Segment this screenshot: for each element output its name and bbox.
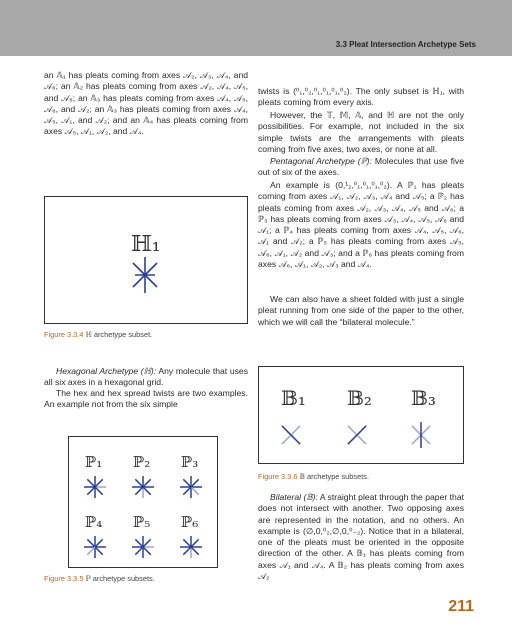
p-archetype-diagram <box>69 437 217 567</box>
p-subset-axes-icon-5 <box>132 536 154 558</box>
b-archetype-diagram <box>259 367 463 463</box>
section-title: 3.3 Pleat Intersection Archetype Sets <box>335 40 476 49</box>
hexagonal-term: Hexagonal Archetype (ℍ): <box>56 366 157 376</box>
bilateral-term: Bilateral (𝔹): <box>270 492 318 502</box>
paragraph-p-subsets: An example is (0,¹₂,⁰₁,⁰₁,⁰₁,⁰₂). A ℙ₁ has pleats coming from axes 𝒜₁, 𝒜₂, 𝒜₃, 𝒜₄ and 𝒜₅; a ℙ₂ has pleats coming from axes 𝒜₂, 𝒜₃, 𝒜₄, 𝒜₅ and 𝒜₆; a ℙ₃ has pleats coming from axes 𝒜₃, 𝒜₄, 𝒜₅, 𝒜₆ and 𝒜₁; a ℙ₄ has pleats coming from axes 𝒜₄, 𝒜₅, 𝒜₆, 𝒜₁ and 𝒜₂; a ℙ₅ has pleats coming from axes 𝒜₅, 𝒜₆, 𝒜₁, 𝒜₂ and 𝒜₃; and a ℙ₆ has pleats coming from axes 𝒜₆, 𝒜₁, 𝒜₂, 𝒜₃ and 𝒜₄. <box>258 180 464 270</box>
h1-six-axes-icon <box>133 257 157 293</box>
b-subset-axes-icon-2 <box>348 426 366 444</box>
b-subset-label-2: 𝔹₂ <box>347 386 372 410</box>
figure-h-archetype <box>44 196 248 324</box>
figure-b-archetype <box>258 366 464 464</box>
paragraph-hexagonal: Hexagonal Archetype (ℍ): Any molecule that uses all six axes in a hexagonal grid. <box>44 366 249 388</box>
p-subset-label-2: ℙ₂ <box>133 453 151 471</box>
b-subset-label-1: 𝔹₁ <box>281 386 306 410</box>
p-subset-axes-icon-3 <box>180 476 202 498</box>
paragraph-hex-examples: The hex and hex spread twists are two examples. An example not from the six simple <box>44 388 248 410</box>
p-subset-axes-icon-4 <box>84 536 106 558</box>
figure-caption-3-3-4: Figure 3.3.4 ℍ archetype subset. <box>44 330 153 339</box>
paragraph-pentagonal: Pentagonal Archetype (ℙ): Molecules that use five out of six of the axes. <box>258 156 464 178</box>
pentagonal-term: Pentagonal Archetype (ℙ): <box>270 156 372 166</box>
p-subset-axes-icon-6 <box>180 536 202 558</box>
h-archetype-diagram <box>45 197 247 323</box>
p-subset-axes-icon-2 <box>132 476 154 498</box>
p-subset-label-1: ℙ₁ <box>85 453 103 471</box>
p-subset-label-4: ℙ₄ <box>85 513 103 531</box>
page-number: 211 <box>448 598 474 615</box>
b-subset-label-3: 𝔹₃ <box>411 386 436 410</box>
b-subset-axes-icon-1 <box>282 426 300 444</box>
p-subset-label-3: ℙ₃ <box>181 453 199 471</box>
p-subset-label-6: ℙ₆ <box>181 513 199 531</box>
h1-label: ℍ₁ <box>131 232 161 257</box>
paragraph-a-subsets: an 𝔸₁ has pleats coming from axes 𝒜₂, 𝒜₃, 𝒜₄, and 𝒜₆; an 𝔸₂ has pleats coming from axes 𝒜₂, 𝒜₄, 𝒜₅, and 𝒜₆; an 𝔸₃ has pleats coming from axes 𝒜₄, 𝒜₅, 𝒜₆, and 𝒜₂; an 𝔸₃ has pleats coming from axes 𝒜₄, 𝒜₅, 𝒜₁, and 𝒜₂; and an 𝔸₄ has pleats coming from axes 𝒜₅, 𝒜₁, 𝒜₂, and 𝒜₄. <box>44 70 248 137</box>
figure-caption-3-3-5: Figure 3.3.5 ℙ archetype subsets. <box>44 574 155 583</box>
paragraph-bilateral: Bilateral (𝔹): A straight pleat through the paper that does not intersect with another. Two opposing axes are represented in the notation, and no others. An example is (∅,0,⁰₂,∅,0,⁰₋₂). Notice that in a bilateral, one of the pleats must be oriented in the opposite direction of the other. A 𝔹₁ has pleats coming from axes 𝒜₁ and 𝒜₄. A 𝔹₂ has pleats coming from axes 𝒜₂ <box>258 492 464 582</box>
b-subset-axes-icon-3 <box>412 422 430 448</box>
paragraph-h-subset: twists is (⁰₁,⁰₂,⁰₁,⁰₁,⁰₁,⁰₂). The only subset is ℍ₁, with pleats coming from every axis. <box>258 86 464 108</box>
paragraph-other-possibilities: However, the 𝕋, 𝕄, 𝔸, and ℍ are not the only possibilities. For example, not included in the six simple twists are the arrangements with pleats coming from five axes, two axes, or none at all. <box>258 110 464 154</box>
p-subset-axes-icon-1 <box>84 476 106 498</box>
p-subset-label-5: ℙ₅ <box>133 513 151 531</box>
figure-p-archetype <box>68 436 218 568</box>
paragraph-bilateral-intro: We can also have a sheet folded with just a single pleat running from one side of the paper to the other, which we will call the “bilateral molecule.” <box>258 294 464 327</box>
figure-caption-3-3-6: Figure 3.3.6 𝔹 archetype subsets. <box>258 472 369 481</box>
page-header <box>0 0 512 56</box>
